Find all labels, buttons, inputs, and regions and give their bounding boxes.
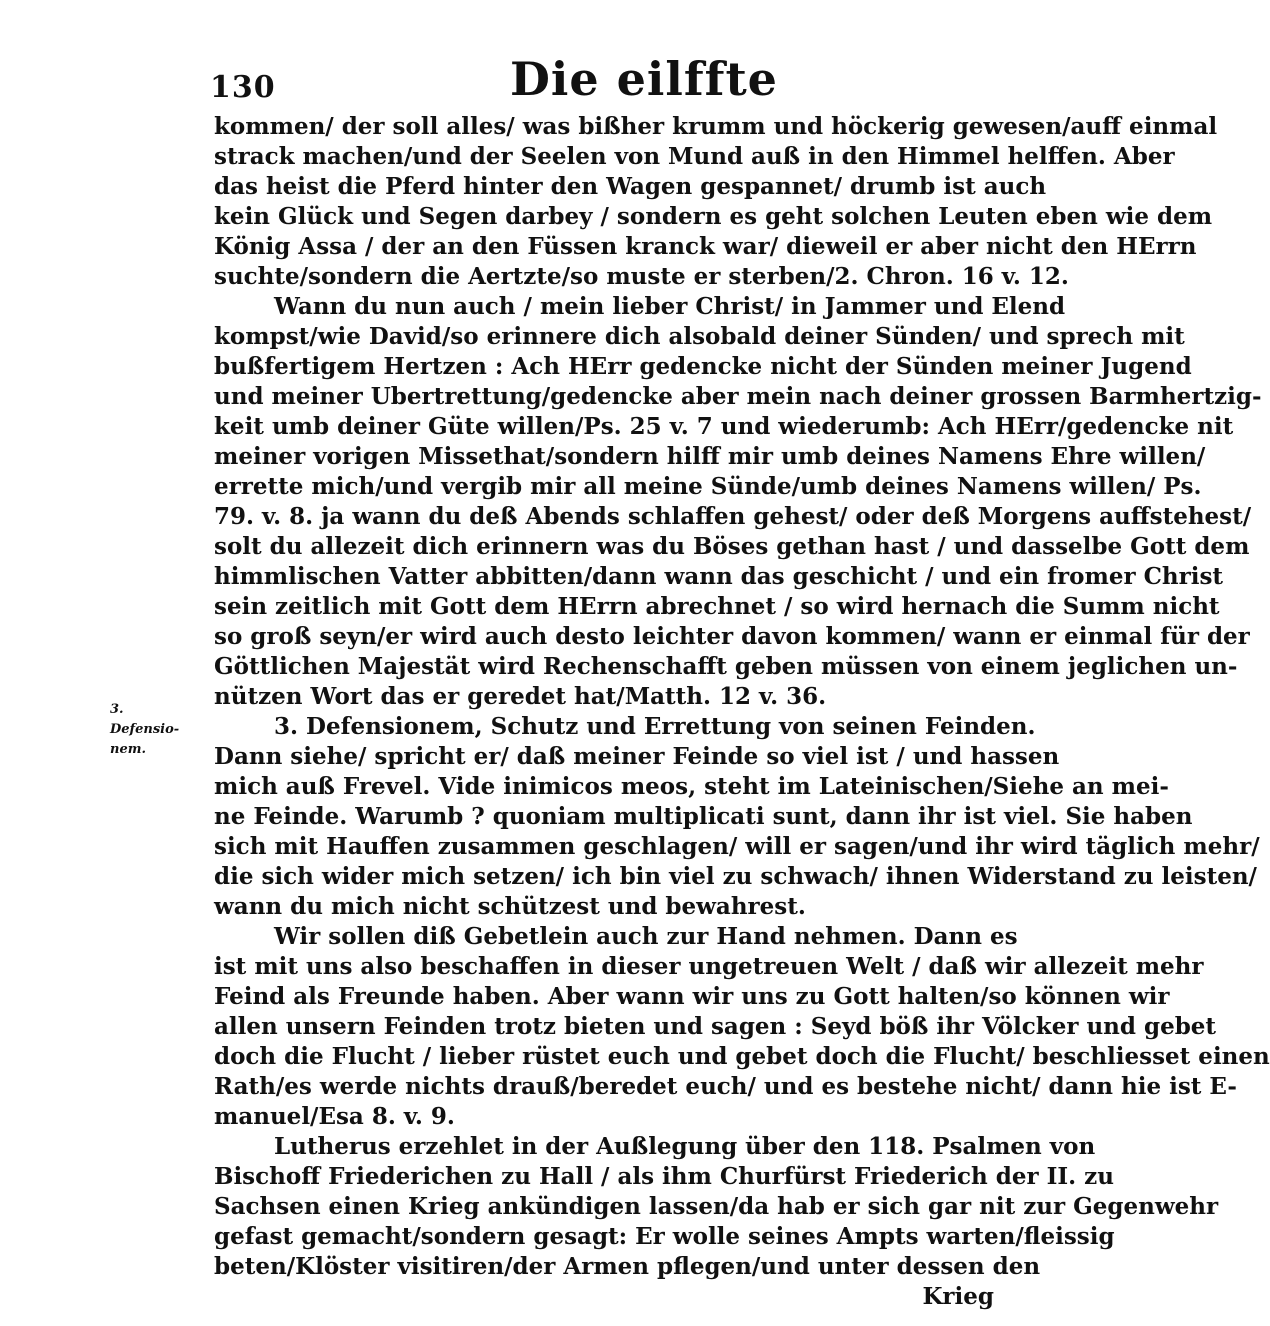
text-line: ist mit uns also beschaffen in dieser ungetreuen Welt / daß wir allezeit mehr <box>214 953 1204 980</box>
text-line: doch die Flucht / lieber rüstet euch und gebet doch die Flucht/ beschliesset einen <box>214 1043 1270 1070</box>
text-line: 79. v. 8. ja wann du deß Abends schlaffen gehest/ oder deß Morgens auffstehest/ <box>214 503 1252 530</box>
text-line: nützen Wort das er geredet hat/Matth. 12 v. 36. <box>214 683 827 710</box>
running-title: Die eilffte <box>510 52 778 106</box>
text-line: wann du mich nicht schützest und bewahrest. <box>214 893 806 920</box>
text-line: solt du allezeit dich erinnern was du Böses gethan hast / und dasselbe Gott dem <box>214 533 1250 560</box>
text-line: bußfertigem Hertzen : Ach HErr gedencke nicht der Sünden meiner Jugend <box>214 353 1192 380</box>
text-line: gefast gemacht/sondern gesagt: Er wolle seines Ampts warten/fleissig <box>214 1223 1115 1250</box>
text-line: allen unsern Feinden trotz bieten und sagen : Seyd böß ihr Völcker und gebet <box>214 1013 1217 1040</box>
text-line: sein zeitlich mit Gott dem HErrn abrechnet / so wird hernach die Summ nicht <box>214 593 1220 620</box>
text-line: die sich wider mich setzen/ ich bin viel zu schwach/ ihnen Widerstand zu leisten/ <box>214 863 1257 890</box>
text-line: so groß seyn/er wird auch desto leichter davon kommen/ wann er einmal für der <box>214 623 1250 650</box>
text-line: mich auß Frevel. Vide inimicos meos, steht im Lateinischen/Siehe an mei- <box>214 773 1169 800</box>
page-number: 130 <box>210 70 276 105</box>
text-line: Dann siehe/ spricht er/ daß meiner Feinde so viel ist / und hassen <box>214 743 1060 770</box>
page-header <box>210 52 990 112</box>
text-line: kompst/wie David/so erinnere dich alsobald deiner Sünden/ und sprech mit <box>214 323 1185 350</box>
text-line: himmlischen Vatter abbitten/dann wann das geschicht / und ein fromer Christ <box>214 563 1224 590</box>
text-line: Wir sollen diß Gebetlein auch zur Hand nehmen. Dann es <box>274 923 1018 950</box>
text-line: beten/Klöster visitiren/der Armen pflegen/und unter dessen den <box>214 1253 1041 1280</box>
text-line: meiner vorigen Missethat/sondern hilff mir umb deines Namens Ehre willen/ <box>214 443 1206 470</box>
text-line: manuel/Esa 8. v. 9. <box>214 1103 455 1130</box>
text-line: suchte/sondern die Aertzte/so muste er sterben/2. Chron. 16 v. 12. <box>214 263 1069 290</box>
text-line: König Assa / der an den Füssen kranck war/ dieweil er aber nicht den HErrn <box>214 233 1197 260</box>
text-line: ne Feinde. Warumb ? quoniam multiplicati sunt, dann ihr ist viel. Sie haben <box>214 803 1193 830</box>
text-line: strack machen/und der Seelen von Mund auß in den Himmel helffen. Aber <box>214 143 1175 170</box>
margin-note-line: nem. <box>110 742 147 757</box>
text-line: keit umb deiner Güte willen/Ps. 25 v. 7 und wiederumb: Ach HErr/gedencke nit <box>214 413 1234 440</box>
text-line: das heist die Pferd hinter den Wagen gespannet/ drumb ist auch <box>214 173 1047 200</box>
text-line: 3. Defensionem, Schutz und Errettung von seinen Feinden. <box>274 713 1036 740</box>
margin-note-line: 3. Defensio- <box>110 702 180 737</box>
text-line: Sachsen einen Krieg ankündigen lassen/da hab er sich gar nit zur Gegenwehr <box>214 1193 1219 1220</box>
text-line: Lutherus erzehlet in der Außlegung über den 118. Psalmen von <box>274 1133 1096 1160</box>
text-line: Göttlichen Majestät wird Rechenschafft geben müssen von einem jeglichen un- <box>214 653 1238 680</box>
catchword: Krieg <box>922 1283 994 1310</box>
text-line: Bischoff Friederichen zu Hall / als ihm Churfürst Friederich der II. zu <box>214 1163 1114 1190</box>
text-line: sich mit Hauffen zusammen geschlagen/ will er sagen/und ihr wird täglich mehr/ <box>214 833 1260 860</box>
text-line: kein Glück und Segen darbey / sondern es geht solchen Leuten eben wie dem <box>214 203 1213 230</box>
text-line: Rath/es werde nichts drauß/beredet euch/ und es bestehe nicht/ dann hie ist E- <box>214 1073 1237 1100</box>
text-line: und meiner Ubertrettung/gedencke aber mein nach deiner grossen Barmhertzig- <box>214 383 1262 410</box>
text-line: Feind als Freunde haben. Aber wann wir uns zu Gott halten/so können wir <box>214 983 1170 1010</box>
text-line: errette mich/und vergib mir all meine Sünde/umb deines Namens willen/ Ps. <box>214 473 1202 500</box>
margin-note <box>110 700 190 760</box>
text-line: Wann du nun auch / mein lieber Christ/ in Jammer und Elend <box>274 293 1066 320</box>
text-line: kommen/ der soll alles/ was bißher krumm und höckerig gewesen/auff einmal <box>214 113 1218 140</box>
body-text <box>214 112 1270 1312</box>
